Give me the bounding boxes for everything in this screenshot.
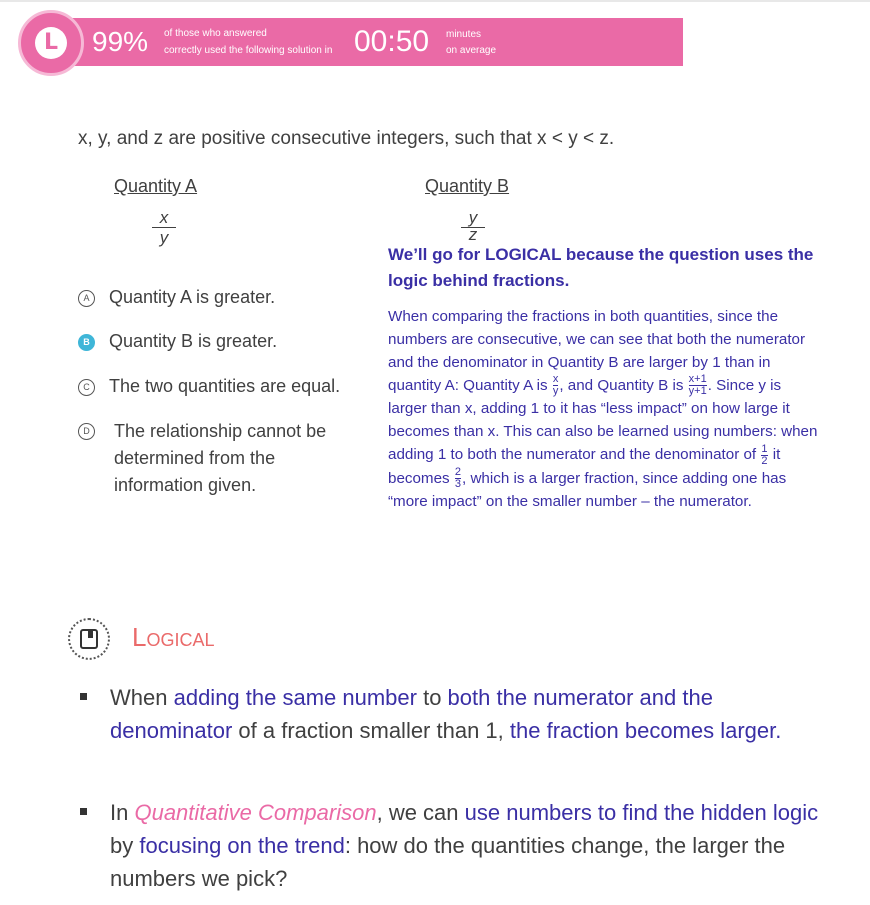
explanation-p5: , which is a larger fraction, since adding one has “more impact” on the smaller number – the numerator. bbox=[388, 469, 787, 511]
choice-c-letter: C bbox=[78, 379, 95, 396]
choice-a-text: Quantity A is greater. bbox=[109, 287, 276, 307]
choice-c[interactable] bbox=[78, 376, 340, 397]
quantity-b-denominator: z bbox=[468, 225, 478, 244]
choice-a-letter: A bbox=[78, 290, 95, 307]
quantity-a-label: Quantity A bbox=[114, 176, 198, 196]
answered-line2: correctly used the following solution in bbox=[164, 45, 333, 56]
badge-letter: L bbox=[35, 27, 67, 59]
quantity-a-fraction bbox=[152, 209, 176, 248]
explanation-body: When comparing the fractions in both quantities, since the numbers are consecutive, we can see that both the numerator and the denominator in Quantity B are larger by 1 than in quantity A: Quantity A is $\frac{x}{y}$ , and Quantity B is $\frac{x+1}{y+1}$ . Since y is larger than x, adding 1 to it has “less impact” on how large it becomes than x. This can also be learned using numbers: when adding 1 to both the numerator and the denominator of $\frac{1}{2}$ it becomes $\frac{2}{3}$ , which is a larger fraction, since adding one has “more impact” on the smaller number – the numerator. bbox=[388, 308, 818, 511]
bullet-marker bbox=[80, 693, 87, 700]
fraction-x1-over-y1: $\frac{x+1}{y+1}$ bbox=[688, 373, 707, 398]
logical-title: Logical bbox=[132, 622, 215, 652]
choice-c-text: The two quantities are equal. bbox=[109, 376, 341, 396]
question-stem: x, y, and z are positive consecutive integers, such that x < y < z. bbox=[78, 128, 615, 149]
bullet-1-text: When adding the same number to both the numerator and the denominator of a fraction smaller than 1, the fraction becomes larger. bbox=[110, 685, 782, 743]
explanation-p1: When comparing the fractions in both quantities, since the numbers are consecutive, we can see that both the numerator and the denominator in Quantity B are larger by 1 than in quantity A: Quantity A is bbox=[388, 308, 806, 394]
quantity-b-label: Quantity B bbox=[425, 176, 510, 196]
average-time: 00:50 bbox=[354, 25, 430, 58]
percent-correct: 99% bbox=[92, 26, 149, 57]
choice-d-letter: D bbox=[78, 423, 95, 440]
explanation-p4: it becomes bbox=[388, 446, 781, 487]
logical-badge bbox=[18, 10, 84, 76]
stats-banner bbox=[72, 18, 683, 66]
choice-b-letter: B bbox=[78, 334, 95, 351]
choice-b[interactable] bbox=[78, 331, 277, 352]
fraction-x-over-y: $\frac{x}{y}$ bbox=[552, 373, 559, 398]
notebook-icon bbox=[68, 618, 110, 660]
minutes-label: minutes bbox=[446, 29, 482, 40]
explanation-title: We’ll go for LOGICAL because the question uses the logic behind fractions. bbox=[388, 245, 814, 290]
choice-b-text: Quantity B is greater. bbox=[109, 331, 278, 351]
choice-d-text: The relationship cannot be determined from the information given. bbox=[114, 421, 327, 495]
bullet-2-text: In Quantitative Comparison, we can use numbers to find the hidden logic by focusing on the trend: how do the quantities change, the larger the numbers we pick? bbox=[110, 800, 819, 891]
explanation-p2: and Quantity B is bbox=[567, 377, 684, 394]
quantity-b-fraction bbox=[461, 209, 485, 242]
choice-a[interactable] bbox=[78, 287, 275, 308]
fraction-one-half: $\frac{1}{2}$ bbox=[761, 442, 768, 467]
quantity-b-numerator: y bbox=[461, 209, 485, 228]
fraction-two-thirds: $\frac{2}{3}$ bbox=[454, 466, 461, 491]
quantity-a-denominator: y bbox=[159, 228, 169, 247]
quantity-a-numerator: x bbox=[152, 209, 176, 228]
choice-d[interactable] bbox=[78, 420, 368, 499]
bullet-marker bbox=[80, 808, 87, 815]
on-average-label: on average bbox=[446, 45, 497, 56]
explanation-p3: . Since y is larger than x, adding 1 to it has “less impact” on how large it becomes than x. This can also be learned using numbers: when adding 1 to both the numerator and the denominator of bbox=[388, 377, 818, 464]
answered-line1: of those who answered bbox=[164, 28, 267, 39]
